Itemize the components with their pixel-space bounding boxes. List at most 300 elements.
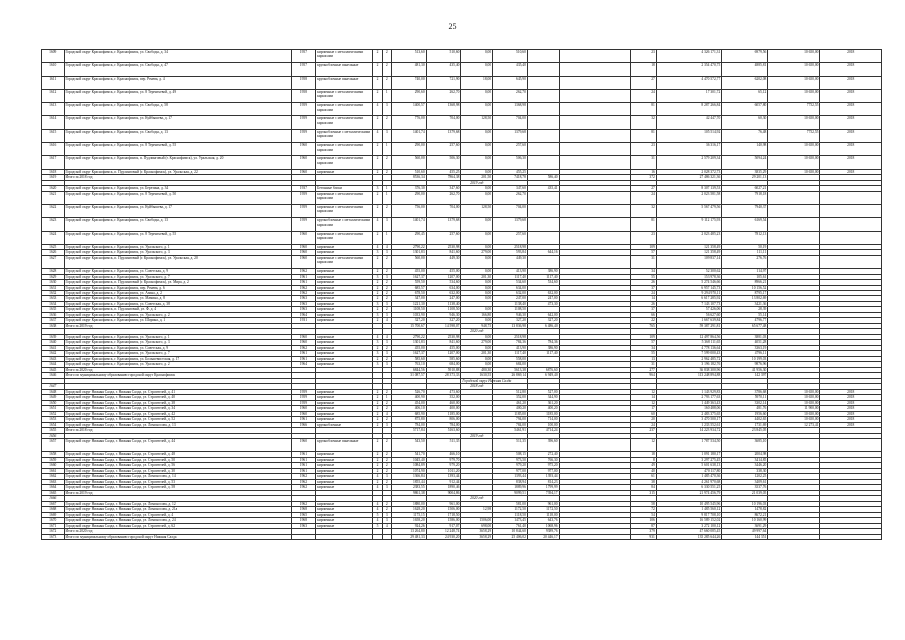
cell-common-area: 400,20 [527,406,559,411]
cell-residents-count: 379 [631,529,657,534]
cell-year-built: 1962 [291,501,316,506]
cell-repair-cost: 2 028 372,73 [656,169,721,174]
cell-floors: 4 [373,485,382,490]
cell-nonresidential-area: 0,00 [461,255,493,268]
cell-residents-count: 27 [631,76,657,89]
cell-residents-count: 22 [631,318,657,323]
cell-completion-year: 2018 [820,395,882,400]
cell-common-area: 644,16 [527,250,559,255]
cell-common-area: 327,20 [527,318,559,323]
cell-living-area: 1207,00 [426,351,461,356]
cell-entrances: 1 [382,191,391,204]
cell-year-built: 1961 [291,356,316,361]
cell-residents-count: 58 [631,501,657,506]
cell-residents-count: 23 [631,231,657,244]
cell-resident-area: 9099,51 [493,490,528,495]
cell-year-built: 1960 [291,231,316,244]
cell-residents-count: 24 [631,191,657,204]
cell-resident-area: 455,25 [493,169,528,174]
cell-repair-cost: 4 261 970,68 [656,479,721,484]
cell-wall-material: кирпичные [316,296,373,301]
cell-entrances: 2 [382,389,391,394]
cell-nonresidential-area: 2019 год [461,433,493,438]
cell-total-area: 5717,84 [391,428,426,433]
cell-year-built: 1961 [291,280,316,285]
cell-residents-count: 38 [631,479,657,484]
cell-living-area: 1379,68 [426,129,461,142]
cell-repair-cost: 105 514,92 [656,129,721,142]
cell-nonresidential-area: 2018 год [461,384,493,389]
cell-floors: 4 [373,334,382,339]
cell-living-area: 784,00 [426,422,461,427]
cell-living-area: 979,20 [426,463,461,468]
cell-living-area: 1207,00 [426,274,461,279]
cell-address: Городской округ Нижняя Салда, г. Нижняя Салда, ул. Строителей, д. 50 [64,457,291,462]
cell-common-area [527,204,559,217]
cell-address: Городской округ Краснофимск, г. Краснофимск, ул. Уральского, д. 1 [64,334,291,339]
cell-floors: 2 [373,204,382,217]
cell-repair-cost: 9 817 708,10 [656,512,721,517]
cell-year-built: 1962 [291,345,316,350]
cell-total-area: 406,10 [391,406,426,411]
cell-repair-cost: 6 617 285,92 [656,296,721,301]
cell-repair-cost: 36 316,17 [656,143,721,156]
cell-cost-per-sqm: 111,11 [722,250,768,255]
cell-nonresidential-area [461,439,493,452]
cell-residents-count: 24 [631,422,657,427]
cell-year-built: 1963 [291,523,316,528]
cell-entrances: 2 [382,345,391,350]
cell-living-area: 1890,46 [426,485,461,490]
cell-row-number: 1623 [42,218,65,231]
cell-address: Городской округ Нижняя Салда, г. Нижняя Салда, ул. Строителей, д. 53 [64,479,291,484]
cell-common-area [527,103,559,116]
cell-cost-per-sqm: 3421,36 [722,301,768,306]
cell-entrances: 4 [382,411,391,416]
cell-resident-area: 25 406,02 [493,534,528,539]
cell-residents-count: 61 [631,474,657,479]
cell-wall-material: крупноблочные панельные [316,76,373,89]
cell-living-area: 632,00 [426,291,461,296]
cell-completion-year: 2018 [820,89,882,102]
cell-year-built: 1957 [291,63,316,76]
cell-repair-cost: 12 497 864,56 [656,334,721,339]
cell-repair-cost: 14 223 934,72 [656,428,721,433]
cell-max-cost-per-sqm: 7752,55 [768,129,820,142]
cell-year-built: 1958 [291,76,316,89]
cell-row-number: 1647 [42,384,65,389]
cell-total-area: 454,00 [391,400,426,405]
cell-common-area: 814,23 [527,479,559,484]
cell-row-number: 1656 [42,433,65,438]
cell-common-area: 961,00 [527,501,559,506]
cell-residents-count: 13 [631,356,657,361]
cell-residents-count: 109 [631,244,657,249]
cell-total-area: 376,30 [391,186,426,191]
cell-nonresidential-area: 0,00 [461,269,493,274]
cell-row-number: 1650 [42,400,65,405]
cell-entrances: 3 [382,362,391,367]
cell-cost-per-sqm: 1731,69 [722,422,768,427]
cell-row-number: 1654 [42,422,65,427]
cell-floors: 2 [373,463,382,468]
cell-nonresidential-area: 0,00 [461,50,493,63]
cell-year-built: 1962 [291,285,316,290]
cell-residents-count: 34 [631,345,657,350]
cell-entrances: 2 [382,468,391,473]
cell-wall-material: кирпичные [316,463,373,468]
cell-address: Итого за 2019 год [64,323,291,328]
cell-row-number: 1651 [42,406,65,411]
cell-wall-material: кирпичные [316,291,373,296]
cell-row-number: 1644 [42,362,65,367]
cell-living-area: 9004,86 [426,490,461,495]
cell-floors: 3 [373,274,382,279]
cell-common-area: 9389,76 [527,529,559,534]
cell-living-area: 912,44 [426,479,461,484]
cell-year-built: 1958 [291,89,316,102]
cell-address: Городской округ Краснофимск, г. Краснофимск, ул. Уральского, д. 3 [64,250,291,255]
cell-wall-material: кирпичные [316,345,373,350]
cell-address: Городской округ Нижняя Салда, г. Нижняя Салда, ул. Строителей, д. 4 [64,512,291,517]
cell-cost-per-sqm: 1202,25 [722,474,768,479]
cell-residents-count: 12 [631,439,657,452]
cell-row-number: 1643 [42,356,65,361]
cell-residents-count: 60 [631,411,657,416]
cell-nonresidential-area: 0,00 [461,231,493,244]
cell-wall-material: кирпичные [316,274,373,279]
cell-cost-per-sqm: 7812,13 [722,231,768,244]
table-row [42,204,882,217]
cell-entrances: 3 [382,312,391,317]
cell-common-area [527,255,559,268]
cell-empty-col [559,89,631,102]
cell-entrances: 1 [382,89,391,102]
cell-common-area: 361,20 [527,400,559,405]
cell-resident-area: 461,20 [493,400,528,405]
cell-nonresidential-area: 12,98 [461,507,493,512]
cell-empty-col [559,204,631,217]
cell-repair-cost: 47 660 085,45 [656,529,721,534]
cell-living-area: 704,00 [426,204,461,217]
cell-row-number: 1637 [42,318,65,323]
table-row [42,76,882,89]
cell-resident-area: 506,30 [493,156,528,169]
table-row [42,218,882,231]
cell-repair-cost: 10 495 545,96 [656,501,721,506]
cell-wall-material: кирпичные [316,468,373,473]
cell-address: Городской округ Краснофимск, г. Краснофимск, ул. Советская, д. 38 [64,301,291,306]
cell-resident-area: 449,30 [493,255,528,268]
cell-repair-cost: 56 627,60 [656,312,721,317]
cell-completion-year [820,218,882,231]
cell-row-number: 1626 [42,250,65,255]
cell-living-area: 1379,68 [426,218,461,231]
cell-total-area: 455,00 [391,345,426,350]
cell-cost-per-sqm: 7940,37 [722,204,768,217]
cell-entrances: 2 [382,356,391,361]
cell-residents-count: 372 [631,175,657,180]
cell-row-number: 1640 [42,340,65,345]
cell-row-number: 1664 [42,485,65,490]
cell-floors: 2 [373,307,382,312]
cell-residents-count: 964 [631,373,657,378]
cell-address: Итого за 2020 год [64,367,291,372]
cell-living-area: 721,90 [426,76,461,89]
cell-total-area: 1627,37 [391,351,426,356]
cell-row-number: 1630 [42,280,65,285]
cell-address: Городской округ Краснофимск, г. Краснофимск, ул. Куйбышева, д. 17 [64,204,291,217]
cell-floors: 2 [373,255,382,268]
cell-entrances: 3 [382,301,391,306]
cell-total-area: 1401,74 [391,129,426,142]
cell-cost-per-sqm: 29 201,13 [722,175,768,180]
cell-repair-cost: 1 485 560,12 [656,507,721,512]
cell-entrances: 3 [382,129,391,142]
cell-total-area: 31 087,57 [391,373,426,378]
cell-row-number: 1615 [42,129,65,142]
cell-cost-per-sqm: 65 677,48 [722,323,768,328]
cell-living-area: 7864,38 [426,175,461,180]
cell-floors: 2 [373,400,382,405]
cell-year-built: 1960 [291,439,316,452]
cell-repair-cost: 2 579 209,34 [656,156,721,169]
cell-floors: 2 [373,411,382,416]
cell-total-area: 559,50 [391,280,426,285]
cell-living-area: 1108,50 [426,307,461,312]
cell-row-number: 1667 [42,501,65,506]
cell-address: Городской округ Краснофимск, г. Краснофимск, ул. Мамина, д. 8 [64,296,291,301]
cell-residents-count: 27 [631,186,657,191]
cell-address: Городской округ Нижняя Салда, г. Нижняя Салда, ул. Строителей, д. 30 [64,468,291,473]
cell-living-area: 262,70 [426,89,461,102]
cell-nonresidential-area: 279,00 [461,250,493,255]
cell-cost-per-sqm: 1478,82 [722,507,768,512]
cell-completion-year: 2018 [820,103,882,116]
cell-year-built: 1937 [291,186,316,191]
cell-residents-count: 55 [631,274,657,279]
cell-entrances: 1 [382,186,391,191]
cell-completion-year [820,204,882,217]
cell-row-number: 1616 [42,143,65,156]
table-row [42,156,882,169]
table-row [42,439,882,452]
cell-resident-area: 7418,78 [493,175,528,180]
cell-entrances: 2 [382,439,391,452]
cell-floors: 5 [373,523,382,528]
cell-floors: 2 [373,452,382,457]
cell-address: Городской округ Нижняя Салда, г. Нижняя Салда, ул. Строителей, д. 48 [64,452,291,457]
cell-repair-cost: 121 358,49 [656,244,721,249]
cell-address: Городской округ Краснофимск, г. Краснофимск, ул. Советская, д. 9 [64,269,291,274]
cell-completion-year: 2018 [820,406,882,411]
cell-address: Городской округ Краснофимск, г. Краснофимск, ул. 8 Терентьевой, д. 49 [64,89,291,102]
cell-empty-col [559,103,631,116]
cell-repair-cost: 109 837,14 [656,255,721,268]
cell-address: Итого по муниципальному образованию городской округ Краснофимск [64,373,291,378]
cell-address: Городской округ Нижняя Салда, г. Нижняя Салда, ул. Строителей, д. 58 [64,485,291,490]
cell-year-built: 1962 [291,474,316,479]
cell-row-number: 1662 [42,474,65,479]
cell-cost-per-sqm: 3302,14 [722,400,768,405]
cell-floors: 3 [373,340,382,345]
cell-year-built: 1959 [291,218,316,231]
cell-residents-count: 16 [631,169,657,174]
cell-total-area: 560,00 [391,255,426,268]
cell-residents-count: 20 [631,417,657,422]
cell-total-area: 1658,20 [391,518,426,523]
cell-residents-count: 57 [631,250,657,255]
cell-common-area: 1185,00 [527,411,559,416]
cell-living-area: 534,60 [426,280,461,285]
cell-max-cost-per-sqm [768,534,820,539]
cell-resident-area: 1117,40 [493,274,528,279]
cell-nonresidential-area: 3658,29 [461,529,493,534]
cell-empty-col [559,116,631,129]
cell-wall-material: кирпичные с металлическими каркасами [316,143,373,156]
cell-address: Городской округ Нижняя Салда, г. Нижняя Салда, ул. Строителей, д. 56 [64,463,291,468]
cell-max-cost-per-sqm: 7752,55 [768,103,820,116]
cell-entrances: 2 [382,507,391,512]
cell-residents-count: 237 [631,428,657,433]
cell-nonresidential-area: 0,00 [461,356,493,361]
cell-repair-cost: 113 248 894,88 [656,373,721,378]
cell-completion-year: 2018 [820,389,882,394]
cell-resident-area: 794,00 [493,417,528,422]
cell-year-built: 1960 [291,334,316,339]
cell-year-built: 1963 [291,301,316,306]
cell-row-number: 1659 [42,457,65,462]
cell-row-number: 1622 [42,204,65,217]
table-row [42,103,882,116]
cell-resident-area: 26 869,14 [493,373,528,378]
cell-nonresidential-area: 0,00 [461,362,493,367]
cell-resident-area: 1108,50 [493,307,528,312]
cell-resident-area: 534,60 [493,280,528,285]
cell-resident-area: 262,70 [493,89,528,102]
cell-nonresidential-area: 0,00 [461,244,493,249]
cell-entrances: 4 [382,318,391,323]
cell-completion-year: 2018 [820,156,882,169]
cell-wall-material: кирпичные [316,169,373,174]
cell-cost-per-sqm: 276,76 [722,255,768,268]
cell-residents-count: 12 [631,389,657,394]
cell-living-area: 841,60 [426,250,461,255]
cell-repair-cost: 160 488,06 [656,406,721,411]
cell-year-built: 1962 [291,269,316,274]
cell-repair-cost: 2 023 485,23 [656,231,721,244]
cell-max-cost-per-sqm: 10 650,00 [768,156,820,169]
cell-living-area: 5163,60 [426,428,461,433]
cell-resident-area: 1889,96 [493,485,528,490]
cell-wall-material: кирпичные с металлическими каркасами [316,89,373,102]
cell-completion-year [820,534,882,539]
cell-row-number: 1633 [42,296,65,301]
cell-total-area: 1175,15 [391,512,426,517]
cell-living-area: 473,60 [426,389,461,394]
cell-repair-cost: 9 112 175,93 [656,218,721,231]
cell-residents-count: 37 [631,285,657,290]
cell-resident-area: 5461,91 [493,428,528,433]
cell-common-area [527,50,559,63]
cell-address: Городской округ Краснофимск, г. Краснофимск, ул. Свободы, д. 13 [64,218,291,231]
cell-floors: 2 [373,439,382,452]
cell-address: Городской округ Краснофимск, г. Краснофимск, ул. Березина, д. 34 [64,186,291,191]
cell-common-area: 632,00 [527,291,559,296]
cell-floors: 2 [373,269,382,274]
cell-wall-material: кирпичные с металлическими каркасами [316,103,373,116]
cell-total-area: 560,00 [391,156,426,169]
cell-year-built: 1962 [291,485,316,490]
cell-empty-col [559,534,631,539]
cell-cost-per-sqm: 6979,56 [722,50,768,63]
cell-completion-year [820,439,882,452]
cell-cost-per-sqm: 6057,80 [722,103,768,116]
cell-living-area: 14 598,07 [426,323,461,328]
cell-living-area: 24 930,20 [426,534,461,539]
cell-entrances: 2 [382,50,391,63]
cell-entrances: 4 [382,334,391,339]
cell-row-number: 1668 [42,507,65,512]
cell-row-number: 1614 [42,116,65,129]
cell-total-area: 2790,22 [391,244,426,249]
cell-resident-area: 247,00 [493,296,528,301]
cell-nonresidential-area: 1630,55 [461,373,493,378]
cell-resident-area: 262,70 [493,191,528,204]
cell-repair-cost: 4 326 171,31 [656,50,721,63]
cell-max-cost-per-sqm: 10 650,00 [768,411,820,416]
cell-entrances: 1 [382,231,391,244]
cell-row-number: 1609 [42,50,65,63]
cell-common-area: 7394,17 [527,490,559,495]
cell-year-built: 1959 [291,103,316,116]
cell-address: Городской округ Краснофимск, г. Краснофимск, п. Пудлинговый (г. Краснофимск), ул. Уральская, д. 20 [64,156,291,169]
cell-total-area: 763,10 [391,362,426,367]
cell-total-area: 15 700,67 [391,323,426,328]
cell-row-number: 1671 [42,523,65,528]
cell-floors: 5 [373,512,382,517]
cell-cost-per-sqm: 2004,98 [722,452,768,457]
cell-common-area [527,191,559,204]
cell-repair-cost: 3 196 182,76 [656,362,721,367]
cell-resident-area: 593,84 [493,250,528,255]
cell-year-built: 1962 [291,291,316,296]
cell-entrances: 2 [382,63,391,76]
cell-address: Городской округ Краснофимск, г. Краснофимск, пер. Ренева, д. 6 [64,285,291,290]
cell-total-area: 678,50 [391,291,426,296]
cell-resident-area: 1185,00 [493,411,528,416]
cell-max-cost-per-sqm: 10 650,00 [768,395,820,400]
cell-nonresidential-area: 0,00 [461,89,493,102]
cell-entrances: 2 [382,76,391,89]
cell-cost-per-sqm: 105,61 [722,274,768,279]
cell-total-area: 924,26 [391,523,426,528]
cell-repair-cost: 2 023 581,58 [656,191,721,204]
cell-resident-area: 435,40 [493,63,528,76]
cell-floors: 2 [373,468,382,473]
cell-floors: 2 [373,479,382,484]
cell-total-area: 685,57 [391,285,426,290]
cell-total-area: 1045,40 [391,457,426,462]
cell-repair-cost: 1 667 639,84 [656,318,721,323]
cell-address: Городской округ Краснофимск, г. Краснофимск, ул. Свободы, д. 58 [64,103,291,116]
cell-resident-area: 1368,98 [493,103,528,116]
cell-residents-count: 12 [631,400,657,405]
cell-wall-material: Бетонные блоки [316,186,373,191]
cell-row-number: 1612 [42,89,65,102]
cell-max-cost-per-sqm: 10 650,00 [768,63,820,76]
cell-repair-cost: 6 957 145,73 [656,285,721,290]
